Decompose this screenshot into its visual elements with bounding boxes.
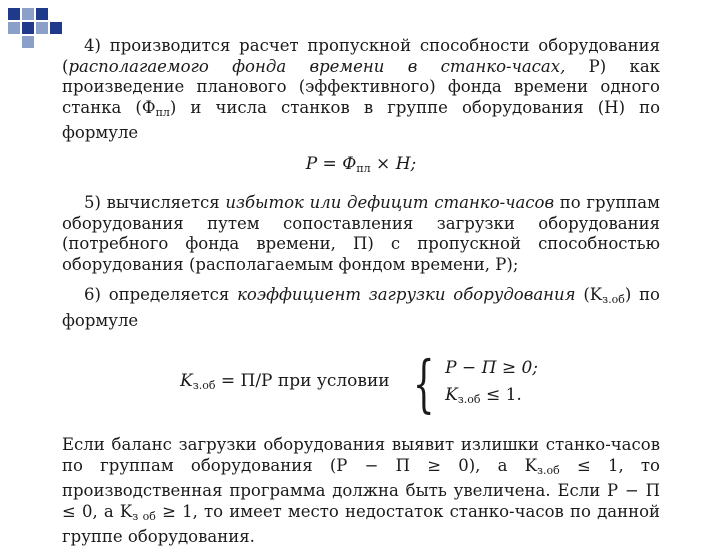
formula-capacity bbox=[62, 154, 660, 180]
formula1-lhs: P = Ф bbox=[305, 153, 357, 174]
p5-italic-term: избыток или дефицит станко-часов bbox=[225, 193, 555, 212]
deco-square bbox=[8, 8, 20, 20]
formula2-subscript: з.об bbox=[192, 379, 216, 393]
formula1-rhs: × H; bbox=[370, 153, 417, 174]
p6-text-c: (K bbox=[575, 285, 603, 304]
p4-text-d: ) и числа станков в группе оборудования (H) по формуле bbox=[62, 97, 661, 142]
case2-k: K bbox=[445, 384, 458, 405]
p4-text-a: 4) производится расчет пропускной способности оборудования ( bbox=[62, 36, 660, 76]
p5-text-c: по группам оборудования путем сопоставления загрузки оборудования (потребного фонда времени, П) с пропускной способностью оборудования (располагаемым фондом времени, P); bbox=[62, 193, 660, 274]
paragraph-6 bbox=[62, 285, 660, 331]
p6-subscript: з.об bbox=[602, 293, 625, 306]
condition-case-1: P − П ≥ 0; bbox=[445, 358, 539, 378]
formula2-k: K bbox=[180, 371, 193, 392]
deco-square bbox=[36, 22, 48, 34]
p7-subscript-a: з.об bbox=[536, 463, 560, 477]
p4-text-c: P) как произведение планового (эффективного) фонда времени одного станка (Ф bbox=[62, 56, 660, 117]
formula2-lhs bbox=[180, 371, 390, 397]
formula2-rest: = П/P при условии bbox=[215, 371, 390, 392]
condition-case-2 bbox=[445, 385, 538, 411]
p7-text-a: Если баланс загрузки оборудования выявит излишки станко-часов по группам оборудования (P − П ≥ 0), а K bbox=[62, 435, 660, 475]
p4-subscript: пл bbox=[155, 105, 170, 119]
condition-cases bbox=[445, 358, 538, 410]
document-body bbox=[62, 36, 660, 548]
p5-text-a: 5) вычисляется bbox=[84, 193, 226, 212]
p7-text-c: ≥ 1, то имеет место недостаток станко-часов по данной группе оборудования. bbox=[62, 501, 661, 546]
p7-subscript-b: з об bbox=[132, 509, 156, 523]
p6-italic-term: коэффициент загрузки оборудования bbox=[237, 285, 576, 304]
p6-text-d: ) по формуле bbox=[62, 285, 660, 330]
formula-load-coefficient bbox=[62, 349, 660, 419]
deco-square bbox=[22, 8, 34, 20]
paragraph-5 bbox=[62, 193, 660, 275]
case2-subscript: з.об bbox=[457, 392, 481, 406]
p7-text-b: ≤ 1, то производственная программа должна быть увеличена. Если P − П ≤ 0, а K bbox=[62, 455, 660, 521]
deco-square bbox=[36, 8, 48, 20]
deco-square bbox=[22, 36, 34, 48]
case2-rest: ≤ 1. bbox=[480, 384, 522, 405]
left-brace: { bbox=[412, 347, 435, 420]
paragraph-4 bbox=[62, 36, 660, 144]
deco-square bbox=[22, 22, 34, 34]
formula1-subscript: пл bbox=[356, 161, 371, 175]
p4-italic-term: располагаемого фонда времени в станко-часах, bbox=[68, 56, 566, 76]
deco-square bbox=[8, 22, 20, 34]
p6-text-a: 6) определяется bbox=[84, 285, 238, 304]
deco-square bbox=[50, 22, 62, 34]
paragraph-conclusion bbox=[62, 435, 660, 548]
